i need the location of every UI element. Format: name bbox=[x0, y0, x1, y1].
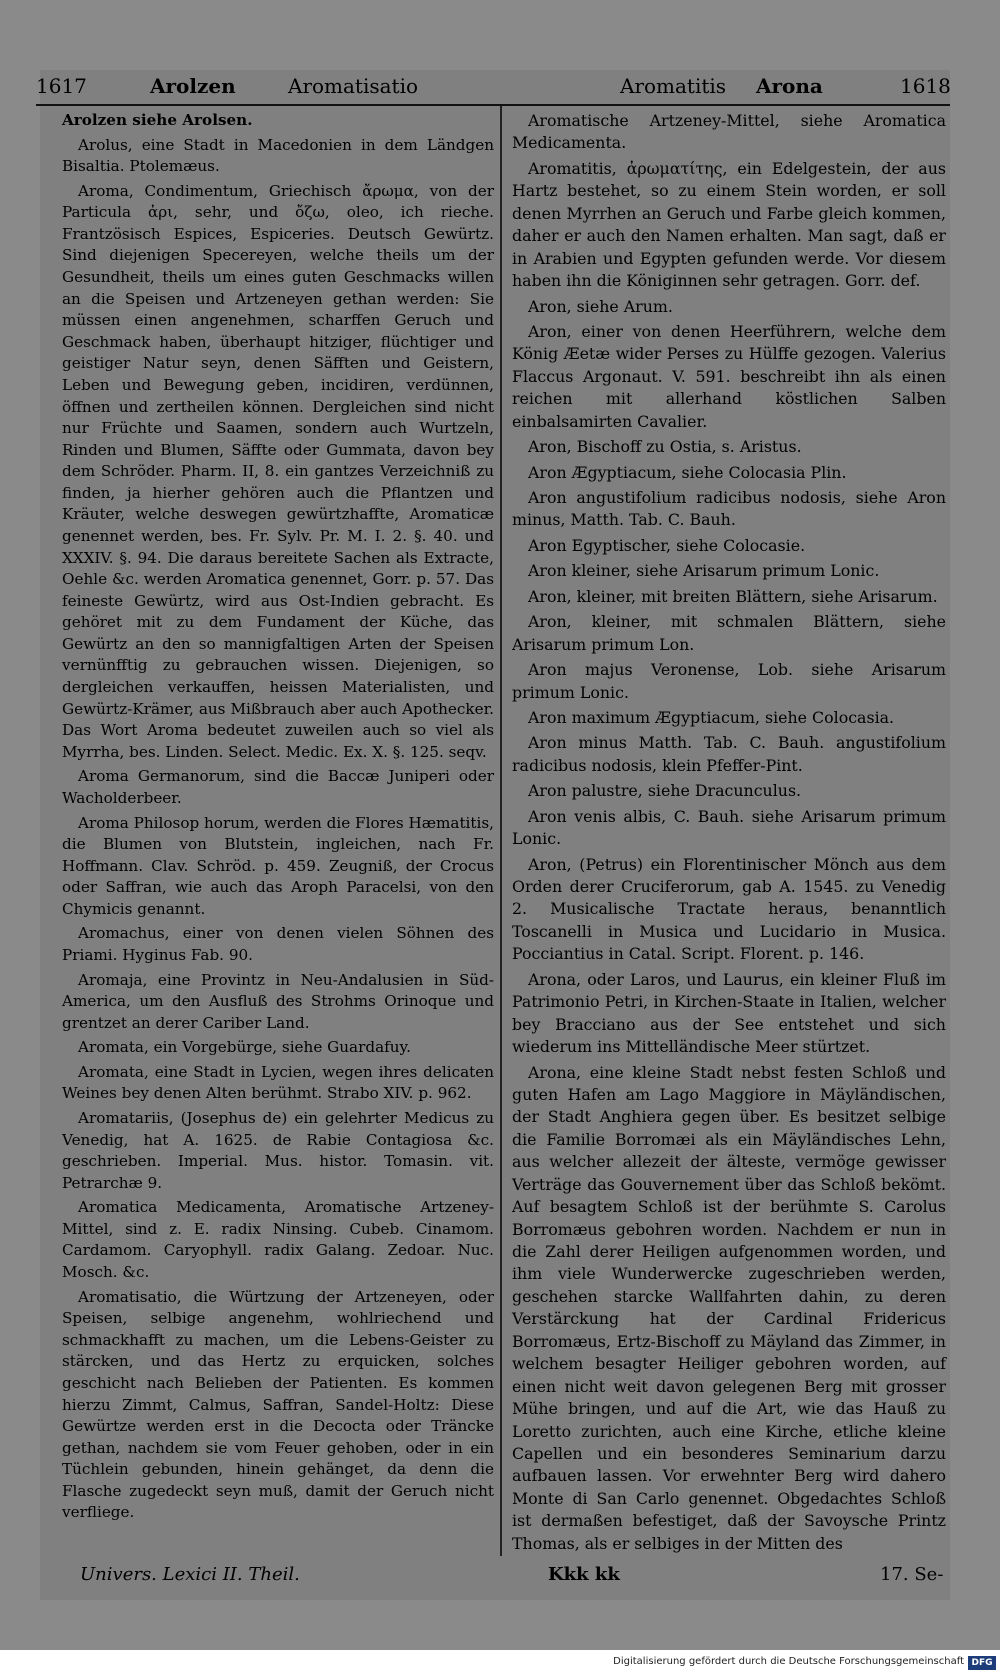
dictionary-entry: Aroma, Condimentum, Griechisch ἄρωμα, von der Particula ἀρι, sehr, und ὄζω, oleo, ich rieche. Frantzösisch Espices, Espiceries. Deutsch Gewürtz. Sind diejenigen Specereyen, welche theils um der Gesundheit, theils um eines guten Geschmacks willen an die Speisen und Artzeneyen gethan werden: Sie müssen einen angenehmen, scharffen Geruch und Geschmack haben, überhaupt hitziger, flüchtiger und geistiger Natur seyn, denen Säfften und Geistern, Leben und Bewegung geben, incidiren, verdünnen, öffnen und zertheilen können. Dergleichen sind nicht nur Früchte und Saamen, sondern auch Wurtzeln, Rinden und Blumen, Säffte oder Gummata, davon bey dem Schröder. Pharm. II, 8. ein gantzes Verzeichniß zu finden, ja hierher gehören auch die Pflantzen und Kräuter, welche deswegen gewürtzhaffte, Aromaticæ genennet werden, bes. Fr. Sylv. Pr. M. I. 2. §. 40. und XXXIV. §. 94. Die daraus bereitete Sachen als Extracte, Oehle &c. werden Aromatica genennet, Gorr. p. 57. Das feineste Gewürtz, wird aus Ost-Indien gebracht. Es gehöret mit zu dem Fundament der Küche, das Gewürtz an den so mannigfaltigen Arten der Speisen vernünfftig zu gebrauchen wissen. Diejenigen, so dergleichen verkauffen, heissen Materialisten, und Gewürtz-Krämer, aus Mißbrauch aber auch Apothecker. Das Wort Aroma bedeutet zuweilen auch so viel als Myrrha, bes. Linden. Select. Medic. Ex. X. §. 125. seqv. bbox=[62, 181, 494, 761]
dictionary-entry: Aromata, eine Stadt in Lycien, wegen ihres delicaten Weines bey denen Alten berühmt. Strabo XIV. p. 962. bbox=[62, 1062, 494, 1103]
dictionary-entry: Aron kleiner, siehe Arisarum primum Lonic. bbox=[528, 561, 880, 581]
dfg-logo: DFG bbox=[968, 1656, 996, 1670]
dictionary-entry: Aron Ægyptiacum, siehe Colocasia Plin. bbox=[528, 462, 847, 482]
dictionary-entry: Aroma Germanorum, sind die Baccæ Juniperi oder Wacholderbeer. bbox=[62, 767, 494, 807]
dictionary-entry: Aromata, ein Vorgebürge, siehe Guardafuy. bbox=[78, 1038, 411, 1057]
dictionary-entry: Aron maximum Ægyptiacum, siehe Colocasia. bbox=[528, 707, 895, 727]
dictionary-entry: Aron, siehe Arum. bbox=[528, 296, 673, 316]
left-column bbox=[62, 110, 494, 1527]
catchword: 17. Se- bbox=[880, 1564, 944, 1585]
header-keyword-right-2: Arona bbox=[756, 74, 823, 98]
dictionary-entry: Aromatica Medicamenta, Aromatische Artzeney-Mittel, sind z. E. radix Ninsing. Cubeb. Cinamom. Cardamom. Caryophyll. radix Galang. Zedoar. Nuc. Mosch. &c. bbox=[62, 1198, 494, 1282]
running-header bbox=[0, 74, 1000, 104]
dictionary-entry: Aron venis albis, C. Bauh. siehe Arisarum primum Lonic. bbox=[512, 806, 946, 849]
credit-text: Digitalisierung gefördert durch die Deutsche Forschungsgemeinschaft bbox=[613, 1656, 964, 1667]
dictionary-entry: Arolzen siehe Arolsen. bbox=[62, 111, 253, 129]
dictionary-entry: Arolus, eine Stadt in Macedonien in dem Ländgen Bisaltia. Ptolemæus. bbox=[62, 135, 494, 176]
dictionary-entry: Aron, kleiner, mit breiten Blättern, siehe Arisarum. bbox=[528, 586, 938, 606]
dictionary-entry: Aron majus Veronense, Lob. siehe Arisarum primum Lonic. bbox=[512, 660, 946, 702]
volume-title: Univers. Lexici II. Theil. bbox=[80, 1564, 300, 1585]
dictionary-entry: Aromachus, einer von denen vielen Söhnen des Priami. Hyginus Fab. 90. bbox=[62, 924, 494, 964]
dictionary-entry: Arona, oder Laros, und Laurus, ein kleiner Fluß im Patrimonio Petri, in Kirchen-Staate in Italien, welcher bey Bracciano aus der See entstehet und sich wiederum ins Mittelländische Meer stürtzet. bbox=[512, 969, 946, 1057]
page-footer bbox=[0, 1564, 1000, 1592]
credit-bar bbox=[0, 1654, 1000, 1676]
page-number-left: 1617 bbox=[36, 74, 87, 98]
header-keyword-left-1: Arolzen bbox=[150, 74, 236, 98]
dictionary-entry: Aron, kleiner, mit schmalen Blättern, siehe Arisarum primum Lon. bbox=[512, 612, 946, 654]
dictionary-entry: Aron, einer von denen Heerführern, welche dem König Æetæ wider Perses zu Hülffe gezogen. Valerius Flaccus Argonaut. V. 591. beschreibt ihn als einen reichen mit allerhand köstlichen Salben einbalsamirten Cavalier. bbox=[512, 321, 946, 431]
dictionary-entry: Aron angustifolium radicibus nodosis, siehe Aron minus, Matth. Tab. C. Bauh. bbox=[512, 488, 946, 530]
header-rule bbox=[36, 104, 950, 106]
dictionary-entry: Aron Egyptischer, siehe Colocasie. bbox=[528, 535, 806, 555]
dictionary-entry: Aroma Philosop horum, werden die Flores Hæmatitis, die Blumen von Blutstein, ingleichen, nach Fr. Hoffmann. Clav. Schröd. p. 459. Zeugniß, der Crocus oder Saffran, wie auch das Aroph Paracelsi, von den Chymicis genannt. bbox=[62, 813, 494, 918]
page-number-right: 1618 bbox=[900, 74, 951, 98]
dictionary-entry: Aromaja, eine Provintz in Neu-Andalusien in Süd-America, um den Ausfluß des Strohms Orinoque und grentzet an derer Cariber Land. bbox=[62, 970, 494, 1032]
right-column bbox=[512, 110, 946, 1558]
header-keyword-left-2: Aromatisatio bbox=[288, 74, 419, 98]
dictionary-entry: Arona, eine kleine Stadt nebst festen Schloß und guten Hafen am Lago Maggiore in Mäyländischen, der Stadt Anghiera gegen über. Es besitzet selbige die Familie Borromæi als ein Mäyländisches Lehn, aus welcher allezeit der älteste, vermöge gewisser Verträge das Gouvernement über das Schloß bekömt. Auf besagtem Schloß ist der berühmte S. Carolus Borromæus gebohren worden. Nachdem er nun in die Zahl derer Heiligen aufgenommen worden, und ihm viele Wunderwercke zugeschrieben werden, geschehen starcke Wallfahrten dahin, zu deren Verstärckung hat der Cardinal Fridericus Borromæus, Ertz-Bischoff zu Mäyland das Zimmer, in welchem besagter Heiliger gebohren worden, auf einen nicht weit davon gelegenen Berg mit grosser Mühe bringen, und auf die Art, wie das Hauß zu Loretto zurichten, auch eine Kirche, etliche kleine Capellen und ein besonderes Seminarium darzu aufbauen lassen. Vor erwehnter Berg wird dahero Monte di San Carlo genennet. Obgedachtes Schloß ist dermaßen befestiget, daß der Savoysche Printz Thomas, als er selbiges in der Mitten des bbox=[512, 1062, 946, 1553]
dictionary-entry: Aron, Bischoff zu Ostia, s. Aristus. bbox=[528, 437, 802, 457]
dictionary-entry: Aron, (Petrus) ein Florentinischer Mönch aus dem Orden derer Cruciferorum, gab A. 1545. zu Venedig 2. Musicalische Tractate heraus, benanntlich Toscanelli in Musica und Lucidario in Musica. Pocciantius in Catal. Script. Florent. p. 146. bbox=[512, 854, 946, 964]
dictionary-entry: Aromatische Artzeney-Mittel, siehe Aromatica Medicamenta. bbox=[512, 111, 946, 153]
dictionary-entry: Aromatitis, ἀρωματίτης, ein Edelgestein, der aus Hartz bestehet, so zu einem Stein worden, er soll denen Myrrhen an Geruch und Farbe gleich kommen, daher er auch den Namen erhalten. Man sagt, daß er in Arabien und Egypten gefunden werde. Vor diesem haben ihn die Königinnen sehr getragen. Gorr. def. bbox=[512, 158, 946, 291]
dictionary-entry: Aron minus Matth. Tab. C. Bauh. angustifolium radicibus nodosis, klein Pfeffer-Pint. bbox=[512, 733, 946, 775]
header-keyword-right-1: Aromatitis bbox=[620, 74, 727, 98]
dictionary-entry: Aromatisatio, die Würtzung der Artzeneyen, oder Speisen, selbige angenehm, wohlriechend und schmackhafft zu machen, um die Lebens-Geister zu stärcken, und das Hertz zu erquicken, solches geschicht nach Belieben der Patienten. Es kommen hierzu Zimmt, Calmus, Saffran, Sandel-Holtz: Diese Gewürtze werden erst in die Decocta oder Träncke gethan, nachdem sie vom Feuer gehoben, oder in ein Tüchlein gebunden, hinein gehänget, da denn die Flasche zugedeckt seyn muß, damit der Geruch nicht verfliege. bbox=[62, 1287, 494, 1522]
dictionary-entry: Aromatariis, (Josephus de) ein gelehrter Medicus zu Venedig, hat A. 1625. de Rabie Contagiosa &c. geschrieben. Imperial. Mus. histor. Tomasin. vit. Petrarchæ 9. bbox=[62, 1109, 494, 1192]
column-divider bbox=[500, 106, 502, 1556]
dictionary-entry: Aron palustre, siehe Dracunculus. bbox=[528, 781, 802, 801]
signature-mark: Kkk kk bbox=[548, 1564, 620, 1585]
